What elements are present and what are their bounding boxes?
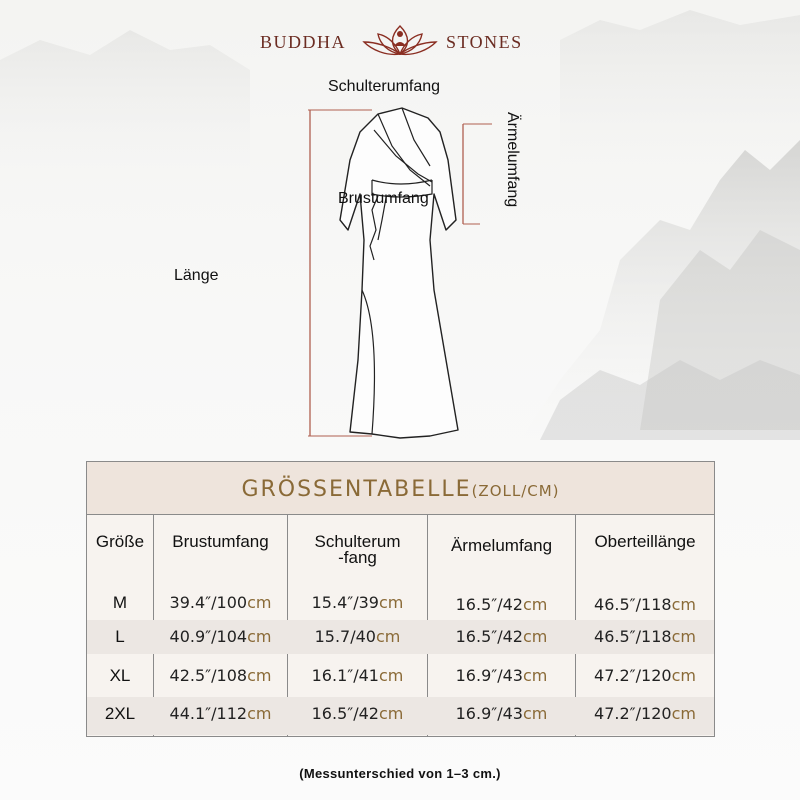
header-size: Größe: [95, 532, 145, 551]
cell-shoulder: 15.4″/39cm: [311, 593, 404, 612]
size-chart-title: [87, 462, 714, 515]
cell-sleeve: 16.9″/43cm: [455, 704, 548, 723]
table-row: [87, 697, 714, 735]
header-top-length: Oberteillänge: [594, 532, 696, 551]
table-row: [87, 620, 714, 654]
cell-chest: 44.1″/112cm: [169, 704, 272, 723]
length-label: Länge: [174, 267, 219, 284]
brand-header: [0, 24, 800, 64]
cell-size: 2XL: [104, 704, 136, 723]
chest-label: Brustumfang: [338, 190, 429, 207]
size-chart-title-unit: (ZOLL/CM): [471, 482, 560, 500]
size-chart-title-text: GRÖSSENTABELLE: [241, 477, 472, 502]
table-row: [87, 659, 714, 693]
dress-illustration: [0, 70, 800, 450]
brand-name-left: BUDDHA: [260, 32, 347, 52]
cell-length: 47.2″/120cm: [594, 666, 696, 685]
brand-name-right: STONES: [446, 32, 523, 52]
sleeve-label: Ärmelumfang: [504, 112, 521, 208]
cell-size: M: [112, 593, 128, 612]
cell-sleeve: 16.5″/42cm: [455, 627, 548, 646]
cell-size: XL: [109, 666, 131, 685]
header-chest: Brustumfang: [172, 532, 269, 551]
cell-chest: 40.9″/104cm: [169, 627, 272, 646]
header-shoulder-line1: Schulterum: [314, 532, 401, 551]
cell-length: 46.5″/118cm: [594, 595, 696, 614]
cell-chest: 39.4″/100cm: [169, 593, 272, 612]
cell-chest: 42.5″/108cm: [169, 666, 272, 685]
header-shoulder-line2: -fang: [338, 548, 377, 567]
header-shoulder: [288, 534, 427, 566]
cell-length: 47.2″/120cm: [594, 704, 696, 723]
cell-size: L: [115, 627, 125, 646]
cell-shoulder: 16.1″/41cm: [311, 666, 404, 685]
cell-shoulder: 15.7/40cm: [314, 627, 401, 646]
size-chart-table: [86, 461, 715, 737]
measurement-note: (Messunterschied von 1–3 cm.): [299, 766, 501, 781]
table-row: [87, 586, 714, 620]
cell-shoulder: 16.5″/42cm: [311, 704, 404, 723]
cell-sleeve: 16.9″/43cm: [455, 666, 548, 685]
dress-measurement-diagram: [0, 70, 800, 450]
shoulder-label: Schulterumfang: [328, 78, 441, 95]
header-sleeve: Ärmelumfang: [450, 536, 553, 555]
cell-length: 46.5″/118cm: [594, 627, 696, 646]
dress-outline: [340, 108, 458, 438]
lotus-logo-icon: [360, 20, 440, 60]
cell-sleeve: 16.5″/42cm: [455, 595, 548, 614]
